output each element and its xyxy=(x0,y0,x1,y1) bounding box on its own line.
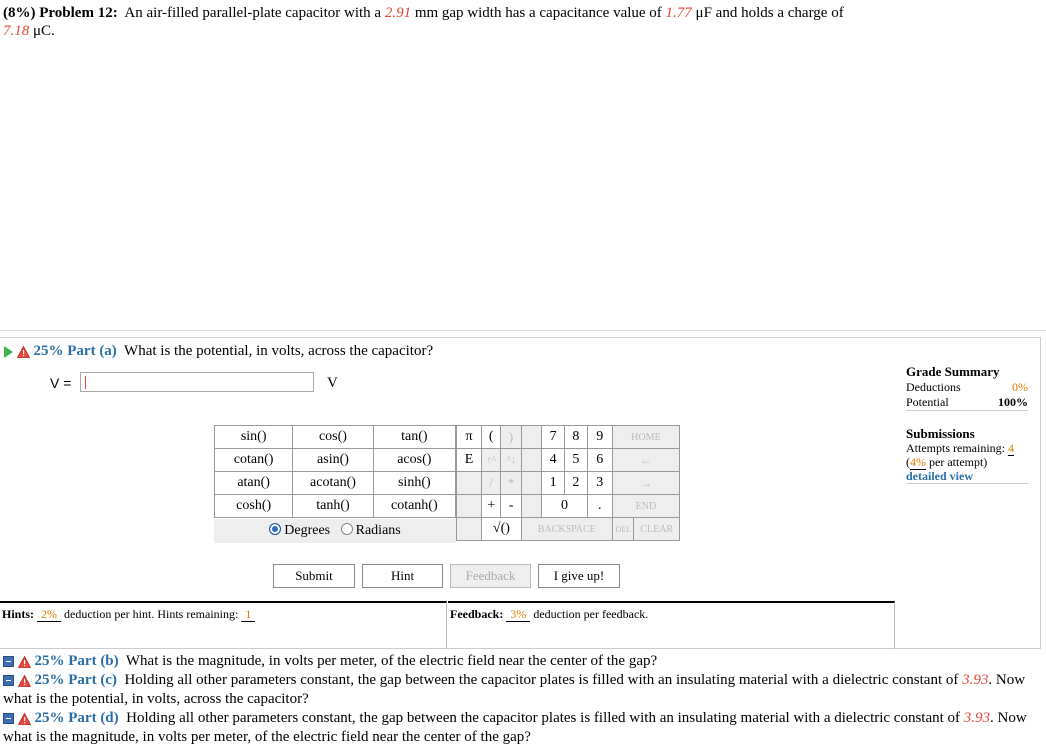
detailed-view-link[interactable]: detailed view xyxy=(906,469,973,483)
grade-summary-title: Grade Summary xyxy=(906,364,1000,379)
fn-tan[interactable]: tan() xyxy=(373,426,455,449)
divider xyxy=(0,330,1046,331)
key-pi[interactable]: π xyxy=(457,426,482,449)
key-6[interactable]: 6 xyxy=(587,449,612,472)
part-c-weight: 25% xyxy=(34,672,65,688)
radians-radio[interactable] xyxy=(341,523,353,535)
key-blank xyxy=(521,495,541,518)
warning-icon xyxy=(18,656,31,668)
grade-summary xyxy=(906,364,1028,411)
warning-icon xyxy=(17,346,30,358)
warning-icon xyxy=(18,713,31,725)
key-end[interactable]: END xyxy=(612,495,679,518)
hints-bar xyxy=(0,601,447,649)
submissions-title: Submissions xyxy=(906,426,975,441)
attempts-label: Attempts remaining: xyxy=(906,441,1005,455)
key-2[interactable]: 2 xyxy=(565,472,588,495)
key-0[interactable]: 0 xyxy=(542,495,588,518)
key-blank xyxy=(457,495,482,518)
part-c-question: Holding all other parameters constant, the gap between the capacitor plates is filled with an insulating material with a dielectric constant of xyxy=(124,672,959,688)
key-lparen[interactable]: ( xyxy=(482,426,501,449)
part-d-header[interactable] xyxy=(3,709,1043,747)
key-home[interactable]: HOME xyxy=(612,426,679,449)
problem-label: Problem 12: xyxy=(39,5,118,21)
key-blank xyxy=(457,518,482,541)
fn-cotanh[interactable]: cotanh() xyxy=(373,495,455,518)
fn-acotan[interactable]: acotan() xyxy=(293,472,373,495)
submissions: Submissions Attempts remaining: 4 (4% per attempt) detailed view xyxy=(906,427,1028,484)
hints-deduction: 2% xyxy=(37,607,61,622)
part-b-label: Part (b) xyxy=(68,653,119,669)
fn-sin[interactable]: sin() xyxy=(215,426,293,449)
key-backspace[interactable]: BACKSPACE xyxy=(521,518,612,541)
charge-value: 7.18 xyxy=(3,23,30,39)
hints-remaining: 1 xyxy=(241,607,255,622)
key-blank xyxy=(521,426,541,449)
key-9[interactable]: 9 xyxy=(587,426,612,449)
part-d-label: Part (d) xyxy=(68,710,119,726)
answer-var-label: V = xyxy=(50,375,72,391)
attempts-value: 4 xyxy=(1007,441,1014,455)
key-5[interactable]: 5 xyxy=(565,449,588,472)
part-d-weight: 25% xyxy=(34,710,65,726)
fn-tanh[interactable]: tanh() xyxy=(293,495,373,518)
feedback-button[interactable]: Feedback xyxy=(450,564,531,588)
fn-sinh[interactable]: sinh() xyxy=(373,472,455,495)
fn-atan[interactable]: atan() xyxy=(215,472,293,495)
deductions-label: Deductions xyxy=(906,380,961,394)
part-a-label: Part (a) xyxy=(67,343,117,359)
key-1[interactable]: 1 xyxy=(542,472,565,495)
answer-unit: V xyxy=(327,375,338,391)
key-4[interactable]: 4 xyxy=(542,449,565,472)
key-rparen[interactable]: ) xyxy=(501,426,521,449)
function-table xyxy=(214,425,456,518)
key-blank xyxy=(457,472,482,495)
hint-button[interactable]: Hint xyxy=(362,564,443,588)
part-c-dielectric: 3.93 xyxy=(962,672,989,688)
key-up[interactable]: ↑^ xyxy=(482,449,501,472)
part-d-dielectric: 3.93 xyxy=(963,710,991,726)
key-right[interactable]: → xyxy=(612,472,679,495)
key-blank xyxy=(521,472,541,495)
text-cursor xyxy=(85,376,86,389)
fn-acos[interactable]: acos() xyxy=(373,449,455,472)
feedback-label: Feedback: xyxy=(450,607,504,621)
part-a-weight: 25% xyxy=(33,343,64,359)
fn-asin[interactable]: asin() xyxy=(293,449,373,472)
per-attempt-pct: 4% xyxy=(910,455,926,469)
problem-statement xyxy=(3,4,1003,40)
keypad xyxy=(456,425,680,541)
deductions-value: 0% xyxy=(1012,380,1028,394)
feedback-deduction: 3% xyxy=(506,607,530,622)
fn-cotan[interactable]: cotan() xyxy=(215,449,293,472)
part-c-label: Part (c) xyxy=(68,672,117,688)
key-clear[interactable]: CLEAR xyxy=(634,518,680,541)
hints-text: deduction per hint. Hints remaining: xyxy=(64,607,239,621)
problem-text-4: μC. xyxy=(33,23,55,39)
key-8[interactable]: 8 xyxy=(565,426,588,449)
answer-input[interactable] xyxy=(80,372,314,392)
part-c-question-2: . Now what is the potential, in volts, across the capacitor? xyxy=(3,672,1026,707)
problem-text-3: μF and holds a charge of xyxy=(695,5,844,21)
key-e[interactable]: E xyxy=(457,449,482,472)
degrees-label: Degrees xyxy=(284,523,331,538)
problem-text-1: An air-filled parallel-plate capacitor with a xyxy=(124,5,382,21)
per-attempt-text: per attempt) xyxy=(929,455,988,469)
play-icon[interactable] xyxy=(4,346,13,358)
potential-value: 100% xyxy=(998,395,1028,409)
submit-button[interactable]: Submit xyxy=(273,564,355,588)
part-c-header[interactable] xyxy=(3,671,1043,709)
part-b-question: What is the magnitude, in volts per meter, of the electric field near the center of the gap? xyxy=(125,653,658,669)
problem-text-2: mm gap width has a capacitance value of xyxy=(414,5,662,21)
feedback-bar xyxy=(448,601,895,649)
fn-cosh[interactable]: cosh() xyxy=(215,495,293,518)
key-7[interactable]: 7 xyxy=(542,426,565,449)
radians-label: Radians xyxy=(355,523,401,538)
key-plus[interactable]: + xyxy=(482,495,501,518)
key-down[interactable]: ^↓ xyxy=(501,449,521,472)
key-minus[interactable]: - xyxy=(501,495,521,518)
part-d-question: Holding all other parameters constant, the gap between the capacitor plates is filled with an insulating material with a dielectric constant of xyxy=(126,710,961,726)
give-up-button[interactable]: I give up! xyxy=(538,564,620,588)
gap-value: 2.91 xyxy=(384,5,412,21)
problem-percent: (8%) xyxy=(3,5,36,21)
feedback-text: deduction per feedback. xyxy=(533,607,649,621)
key-del[interactable]: DEL xyxy=(612,518,634,541)
hints-label: Hints: xyxy=(2,607,35,621)
expand-icon[interactable] xyxy=(3,675,14,686)
part-a-question: What is the potential, in volts, across the capacitor? xyxy=(124,343,434,359)
part-b-header[interactable] xyxy=(3,652,1043,671)
expand-icon[interactable] xyxy=(3,656,14,667)
key-dot[interactable]: . xyxy=(587,495,612,518)
warning-icon xyxy=(18,675,31,687)
expand-icon[interactable] xyxy=(3,713,14,724)
part-b-weight: 25% xyxy=(34,653,65,669)
key-star[interactable]: * xyxy=(501,472,521,495)
key-slash[interactable]: / xyxy=(482,472,501,495)
capacitance-value: 1.77 xyxy=(665,5,692,21)
angle-mode xyxy=(214,519,456,543)
degrees-radio[interactable] xyxy=(269,523,281,535)
key-sqrt[interactable]: √() xyxy=(482,518,522,541)
part-a-header xyxy=(4,342,433,361)
key-blank xyxy=(521,449,541,472)
key-3[interactable]: 3 xyxy=(587,472,612,495)
part-d-question-2: . Now what is the magnitude, in volts per meter, of the electric field near the center of the gap? xyxy=(3,710,1027,745)
fn-cos[interactable]: cos() xyxy=(293,426,373,449)
potential-label: Potential xyxy=(906,395,949,409)
key-left[interactable]: ← xyxy=(612,449,679,472)
